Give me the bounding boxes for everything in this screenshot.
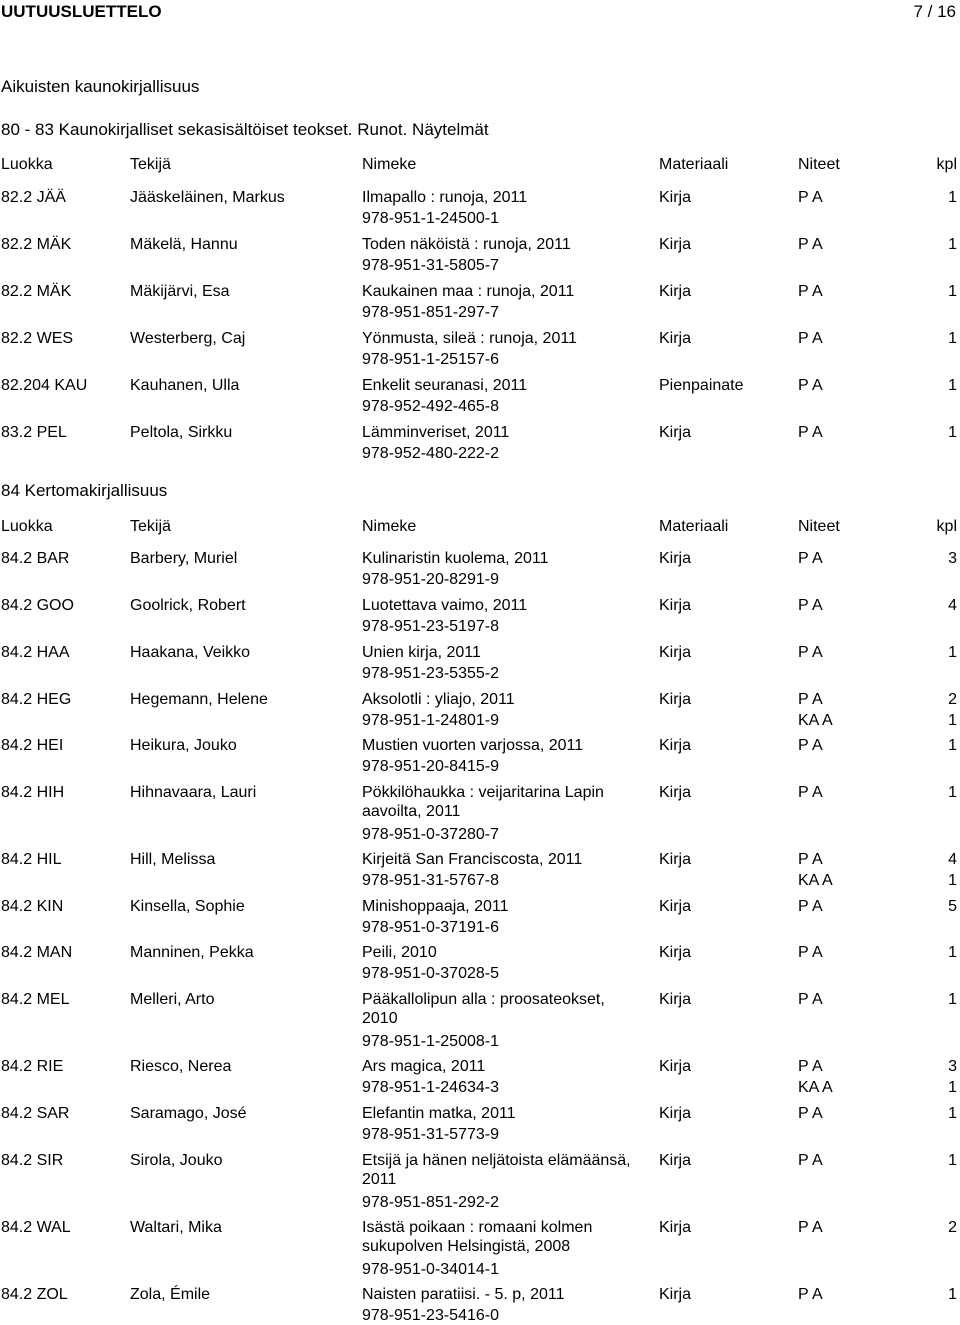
row-niteet: KA A (798, 712, 833, 729)
row-niteet: P A (798, 737, 823, 754)
row-isbn: 978-952-480-222-2 (362, 445, 499, 462)
row-class: 84.2 MAN (1, 944, 73, 961)
row-title: Luotettava vaimo, 2011 (362, 597, 528, 614)
row-material: Pienpainate (659, 377, 744, 394)
row-author: Hegemann, Helene (130, 691, 268, 708)
row-class: 84.2 KIN (1, 898, 64, 915)
row-class: 84.2 HIH (1, 784, 65, 801)
row-kpl: 1 (948, 644, 957, 661)
row-niteet: P A (798, 1058, 823, 1075)
row-kpl: 1 (948, 1286, 957, 1303)
row-kpl: 1 (948, 330, 957, 347)
row-class: 82.2 WES (1, 330, 74, 347)
row-title: Kirjeitä San Franciscosta, 2011 (362, 851, 583, 868)
row-title: Peili, 2010 (362, 944, 437, 961)
row-title: Enkelit seuranasi, 2011 (362, 377, 528, 394)
row-material: Kirja (659, 236, 692, 253)
row-niteet: P A (798, 283, 823, 300)
row-niteet: P A (798, 944, 823, 961)
row-class: 84.2 SAR (1, 1105, 70, 1122)
row-title: Lämminveriset, 2011 (362, 424, 510, 441)
row-author: Sirola, Jouko (130, 1152, 223, 1169)
main-heading: Aikuisten kaunokirjallisuus (1, 77, 200, 96)
row-material: Kirja (659, 898, 692, 915)
row-title: Mustien vuorten varjossa, 2011 (362, 737, 584, 754)
row-title: Naisten paratiisi. - 5. p, 2011 (362, 1286, 565, 1303)
row-title: Unien kirja, 2011 (362, 644, 481, 661)
section-heading: 80 - 83 Kaunokirjalliset sekasisältöiset teokset. Runot. Näytelmät (1, 120, 489, 139)
row-kpl: 1 (948, 712, 957, 729)
row-title: Yönmusta, sileä : runoja, 2011 (362, 330, 577, 347)
col-header-kpl: kpl (936, 156, 957, 173)
row-title: Etsijä ja hänen neljätoista elämäänsä, 2011 (362, 1152, 631, 1188)
row-kpl: 3 (948, 550, 957, 567)
row-author: Riesco, Nerea (130, 1058, 232, 1075)
row-class: 84.2 GOO (1, 597, 74, 614)
row-author: Kinsella, Sophie (130, 898, 245, 915)
row-author: Hihnavaara, Lauri (130, 784, 257, 801)
row-kpl: 2 (948, 691, 957, 708)
row-material: Kirja (659, 550, 692, 567)
row-niteet: P A (798, 1286, 823, 1303)
row-niteet: P A (798, 644, 823, 661)
col-header-class: Luokka (1, 156, 53, 173)
row-isbn: 978-951-1-25157-6 (362, 351, 499, 368)
row-material: Kirja (659, 851, 692, 868)
row-niteet: P A (798, 330, 823, 347)
row-class: 84.2 ZOL (1, 1286, 68, 1303)
row-author: Westerberg, Caj (130, 330, 246, 347)
row-class: 84.2 SIR (1, 1152, 64, 1169)
row-kpl: 1 (948, 737, 957, 754)
col-header-author: Tekijä (130, 518, 171, 535)
col-header-title: Nimeke (362, 518, 417, 535)
row-title: Pökkilöhaukka : veijaritarina Lapin aavoilta, 2011 (362, 784, 604, 820)
row-title: Kulinaristin kuolema, 2011 (362, 550, 549, 567)
row-isbn: 978-951-23-5355-2 (362, 665, 499, 682)
row-niteet: P A (798, 991, 823, 1008)
row-author: Heikura, Jouko (130, 737, 237, 754)
row-class: 82.204 KAU (1, 377, 88, 394)
col-header-author: Tekijä (130, 156, 171, 173)
col-header-material: Materiaali (659, 518, 729, 535)
row-class: 84.2 HEG (1, 691, 72, 708)
row-author: Goolrick, Robert (130, 597, 246, 614)
row-material: Kirja (659, 691, 692, 708)
row-material: Kirja (659, 644, 692, 661)
row-material: Kirja (659, 784, 692, 801)
row-author: Kauhanen, Ulla (130, 377, 240, 394)
row-niteet: P A (798, 377, 823, 394)
row-title: Ars magica, 2011 (362, 1058, 486, 1075)
row-material: Kirja (659, 1152, 692, 1169)
row-author: Mäkelä, Hannu (130, 236, 238, 253)
row-isbn: 978-951-0-37191-6 (362, 919, 499, 936)
row-kpl: 1 (948, 424, 957, 441)
row-isbn: 978-951-31-5773-9 (362, 1126, 499, 1143)
row-isbn: 978-951-31-5767-8 (362, 872, 499, 889)
row-material: Kirja (659, 597, 692, 614)
row-author: Waltari, Mika (130, 1219, 222, 1236)
row-isbn: 978-952-492-465-8 (362, 398, 499, 415)
col-header-title: Nimeke (362, 156, 417, 173)
row-isbn: 978-951-23-5197-8 (362, 618, 499, 635)
row-material: Kirja (659, 1219, 692, 1236)
row-isbn: 978-951-1-25008-1 (362, 1033, 499, 1050)
row-niteet: P A (798, 597, 823, 614)
row-material: Kirja (659, 991, 692, 1008)
row-class: 84.2 HIL (1, 851, 62, 868)
row-class: 82.2 MÄK (1, 236, 72, 253)
row-material: Kirja (659, 1286, 692, 1303)
row-kpl: 2 (948, 1219, 957, 1236)
row-title: Isästä poikaan : romaani kolmen sukupolven Helsingistä, 2008 (362, 1219, 593, 1255)
row-isbn: 978-951-851-292-2 (362, 1194, 499, 1211)
row-class: 84.2 BAR (1, 550, 70, 567)
row-niteet: P A (798, 424, 823, 441)
row-class: 84.2 WAL (1, 1219, 71, 1236)
row-isbn: 978-951-23-5416-0 (362, 1307, 499, 1324)
row-isbn: 978-951-20-8291-9 (362, 571, 499, 588)
row-kpl: 4 (948, 597, 957, 614)
row-title: Aksolotli : yliajo, 2011 (362, 691, 515, 708)
row-author: Jääskeläinen, Markus (130, 189, 285, 206)
row-author: Zola, Émile (130, 1286, 211, 1303)
col-header-niteet: Niteet (798, 156, 840, 173)
row-kpl: 1 (948, 784, 957, 801)
col-header-niteet: Niteet (798, 518, 840, 535)
row-author: Peltola, Sirkku (130, 424, 233, 441)
row-class: 82.2 JÄÄ (1, 189, 66, 206)
row-title: Elefantin matka, 2011 (362, 1105, 516, 1122)
row-material: Kirja (659, 737, 692, 754)
row-title: Ilmapallo : runoja, 2011 (362, 189, 528, 206)
row-author: Haakana, Veikko (130, 644, 251, 661)
row-material: Kirja (659, 1058, 692, 1075)
row-author: Mäkijärvi, Esa (130, 283, 230, 300)
section-heading: 84 Kertomakirjallisuus (1, 481, 168, 500)
row-class: 84.2 MEL (1, 991, 70, 1008)
row-material: Kirja (659, 283, 692, 300)
row-author: Saramago, José (130, 1105, 247, 1122)
row-kpl: 1 (948, 1152, 957, 1169)
row-class: 84.2 RIE (1, 1058, 64, 1075)
row-niteet: P A (798, 1152, 823, 1169)
row-niteet: P A (798, 691, 823, 708)
row-class: 83.2 PEL (1, 424, 67, 441)
row-kpl: 1 (948, 283, 957, 300)
row-material: Kirja (659, 1105, 692, 1122)
row-niteet: P A (798, 189, 823, 206)
row-kpl: 1 (948, 944, 957, 961)
row-isbn: 978-951-20-8415-9 (362, 758, 499, 775)
row-author: Hill, Melissa (130, 851, 216, 868)
row-title: Kaukainen maa : runoja, 2011 (362, 283, 575, 300)
row-title: Minishoppaaja, 2011 (362, 898, 509, 915)
row-title: Pääkallolipun alla : proosateokset, 2010 (362, 991, 605, 1027)
col-header-class: Luokka (1, 518, 53, 535)
row-niteet: P A (798, 550, 823, 567)
row-isbn: 978-951-0-34014-1 (362, 1261, 499, 1278)
row-niteet: P A (798, 784, 823, 801)
row-author: Melleri, Arto (130, 991, 215, 1008)
row-isbn: 978-951-0-37028-5 (362, 965, 499, 982)
row-title: Toden näköistä : runoja, 2011 (362, 236, 571, 253)
page-number: 7 / 16 (913, 2, 956, 21)
row-niteet: P A (798, 851, 823, 868)
row-isbn: 978-951-1-24634-3 (362, 1079, 499, 1096)
row-kpl: 1 (948, 189, 957, 206)
row-niteet: P A (798, 1105, 823, 1122)
row-kpl: 5 (948, 898, 957, 915)
row-niteet: P A (798, 898, 823, 915)
col-header-material: Materiaali (659, 156, 729, 173)
row-kpl: 1 (948, 991, 957, 1008)
row-kpl: 1 (948, 1079, 957, 1096)
row-isbn: 978-951-1-24801-9 (362, 712, 499, 729)
row-isbn: 978-951-0-37280-7 (362, 826, 499, 843)
row-isbn: 978-951-1-24500-1 (362, 210, 499, 227)
row-material: Kirja (659, 330, 692, 347)
row-niteet: KA A (798, 1079, 833, 1096)
row-kpl: 4 (948, 851, 957, 868)
row-niteet: P A (798, 236, 823, 253)
col-header-kpl: kpl (936, 518, 957, 535)
row-kpl: 3 (948, 1058, 957, 1075)
row-isbn: 978-951-31-5805-7 (362, 257, 499, 274)
row-author: Manninen, Pekka (130, 944, 254, 961)
row-material: Kirja (659, 424, 692, 441)
row-author: Barbery, Muriel (130, 550, 238, 567)
document-title: UUTUUSLUETTELO (1, 2, 162, 21)
row-kpl: 1 (948, 1105, 957, 1122)
row-material: Kirja (659, 944, 692, 961)
row-class: 84.2 HAA (1, 644, 70, 661)
row-material: Kirja (659, 189, 692, 206)
row-niteet: P A (798, 1219, 823, 1236)
row-niteet: KA A (798, 872, 833, 889)
row-isbn: 978-951-851-297-7 (362, 304, 499, 321)
row-class: 84.2 HEI (1, 737, 64, 754)
row-class: 82.2 MÄK (1, 283, 72, 300)
row-kpl: 1 (948, 236, 957, 253)
row-kpl: 1 (948, 872, 957, 889)
row-kpl: 1 (948, 377, 957, 394)
